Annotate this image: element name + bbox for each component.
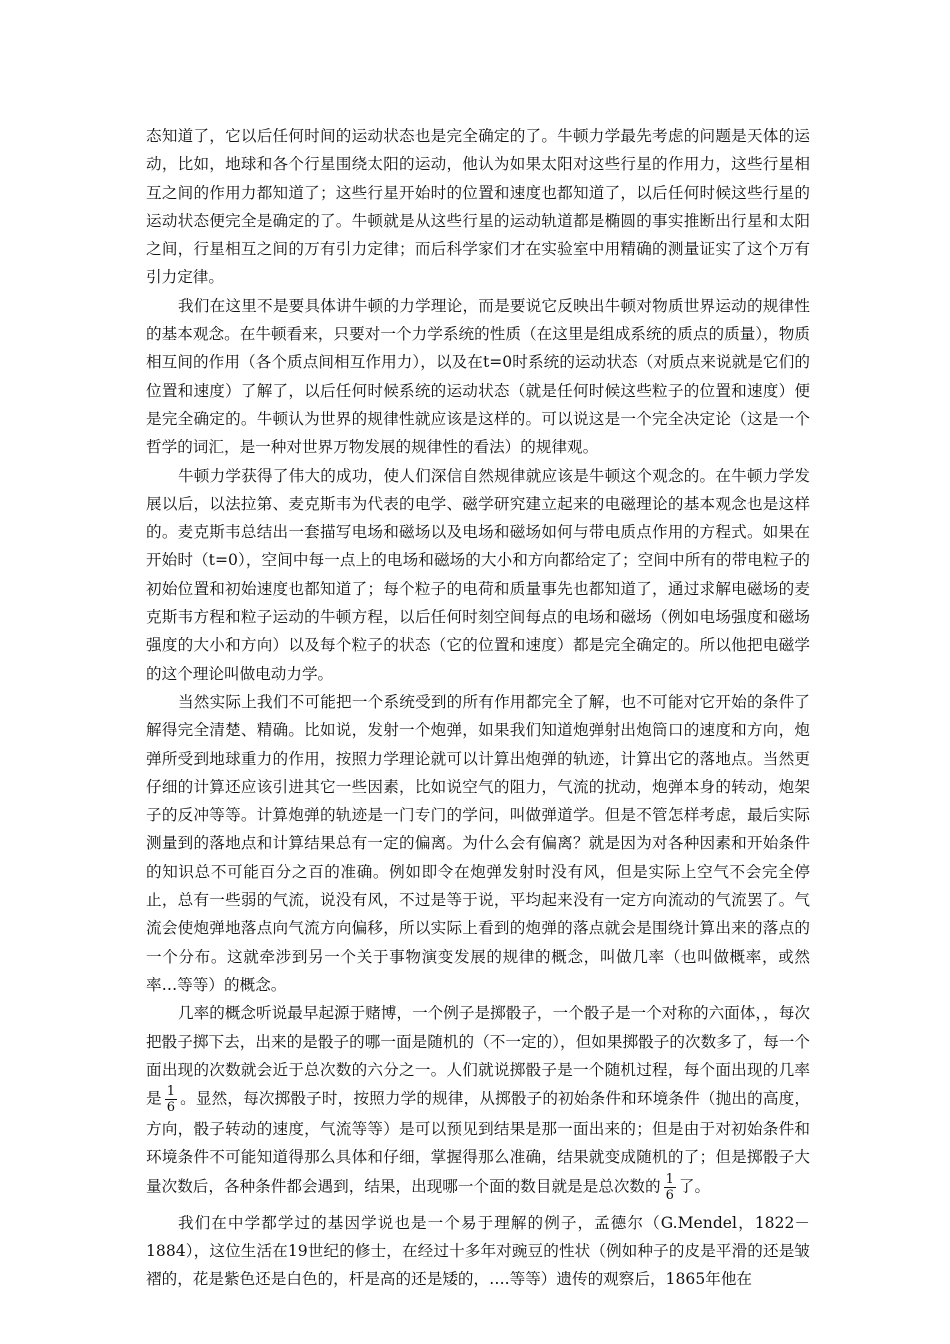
document-body bbox=[146, 122, 810, 1294]
paragraph-5 bbox=[146, 999, 810, 1202]
fraction-one-sixth-2 bbox=[664, 1172, 676, 1203]
paragraph-5-part-b: 。显然，每次掷骰子时，按照力学的规律，从掷骰子的初始条件和环境条件（抛出的高度，方向，骰子转动的速度，气流等等）是可以预见到结果是那一面出来的；但是由于对初始条件和环境条件不可能知道得那么具体和仔细，掌握得那么准确，结果就变成随机的了；但是掷骰子大量次数后，各种条件都会遇到，结果，出现哪一个面的数目就是是总次数的 bbox=[146, 1089, 810, 1196]
paragraph-6: 我们在中学都学过的基因学说也是一个易于理解的例子，孟德尔（G.Mendel，1822－1884），这位生活在19世纪的修士，在经过十多年对豌豆的性状（例如种子的皮是平滑的还是皱褶的，花是紫色还是白色的，杆是高的还是矮的，….等等）遗传的观察后，1865年他在 bbox=[146, 1213, 810, 1289]
paragraph-4: 当然实际上我们不可能把一个系统受到的所有作用都完全了解，也不可能对它开始的条件了解得完全清楚、精确。比如说，发射一个炮弹，如果我们知道炮弹射出炮筒口的速度和方向，炮弹所受到地球重力的作用，按照力学理论就可以计算出炮弹的轨迹，计算出它的落地点。当然更仔细的计算还应该引进其它一些因素，比如说空气的阻力，气流的扰动，炮弹本身的转动，炮架子的反冲等等。计算炮弹的轨迹是一门专门的学问，叫做弹道学。但是不管怎样考虑，最后实际测量到的落地点和计算结果总有一定的偏离。为什么会有偏离？就是因为对各种因素和开始条件的知识总不可能百分之百的准确。例如即令在炮弹发射时没有风，但是实际上空气不会完全停止，总有一些弱的气流，说没有风，不过是等于说，平均起来没有一定方向流动的气流罢了。气流会使炮弹地落点向气流方向偏移，所以实际上看到的炮弹的落点就会是围绕计算出来的落点的一个分布。这就牵涉到另一个关于事物演变发展的规律的概念，叫做几率（也叫做概率，或然率…等等）的概念。 bbox=[146, 692, 810, 994]
paragraph-1: 态知道了，它以后任何时间的运动状态也是完全确定的了。牛顿力学最先考虑的问题是天体的运动，比如，地球和各个行星围绕太阳的运动，他认为如果太阳对这些行星的作用力，这些行星相互之间的作用力都知道了；这些行星开始时的位置和速度也都知道了，以后任何时候这些行星的运动状态便完全是确定的了。牛顿就是从这些行星的运动轨道都是椭圆的事实推断出行星和太阳之间，行星相互之间的万有引力定律；而后科学家们才在实验室中用精确的测量证实了这个万有引力定律。 bbox=[146, 127, 810, 287]
paragraph-5-part-c: 了。 bbox=[678, 1177, 711, 1196]
fraction-denominator: 6 bbox=[665, 1187, 674, 1203]
paragraph-2: 我们在这里不是要具体讲牛顿的力学理论，而是要说它反映出牛顿对物质世界运动的规律性的基本观念。在牛顿看来，只要对一个力学系统的性质（在这里是组成系统的质点的质量），物质相互间的作用（各个质点间相互作用力），以及在t=0时系统的运动状态（对质点来说就是它们的位置和速度）了解了，以后任何时候系统的运动状态（就是任何时候这些粒子的位置和速度）便是完全确定的。牛顿认为世界的规律性就应该是这样的。可以说这是一个完全决定论（这是一个哲学的词汇，是一种对世界万物发展的规律性的看法）的规律观。 bbox=[146, 296, 810, 457]
paragraph-3: 牛顿力学获得了伟大的成功，使人们深信自然规律就应该是牛顿这个观念的。在牛顿力学发展以后，以法拉第、麦克斯韦为代表的电学、磁学研究建立起来的电磁理论的基本观念也是这样的。麦克斯韦总结出一套描写电场和磁场以及电场和磁场如何与带电质点作用的方程式。如果在开始时（t=0），空间中每一点上的电场和磁场的大小和方向都给定了；空间中所有的带电粒子的初始位置和初始速度也都知道了；每个粒子的电荷和质量事先也都知道了，通过求解电磁场的麦克斯韦方程和粒子运动的牛顿方程，以后任何时刻空间每点的电场和磁场（例如电场强度和磁场强度的大小和方向）以及每个粒子的状态（它的位置和速度）都是完全确定的。所以他把电磁学的这个理论叫做电动力学。 bbox=[146, 466, 810, 683]
paragraph-5-part-a: 几率的概念听说最早起源于赌博，一个例子是掷骰子，一个骰子是一个对称的六面体，，每次把骰子掷下去，出来的是骰子的哪一面是随机的（不一定的），但如果掷骰子的次数多了，每一个面出现的次数就会近于总次数的六分之一。人们就说掷骰子是一个随机过程，每个面出现的几率是 bbox=[146, 1004, 810, 1108]
fraction-one-sixth bbox=[165, 1084, 177, 1115]
fraction-denominator: 6 bbox=[166, 1100, 176, 1116]
fraction-numerator: 1 bbox=[166, 1084, 176, 1100]
fraction-numerator: 1 bbox=[665, 1171, 674, 1187]
